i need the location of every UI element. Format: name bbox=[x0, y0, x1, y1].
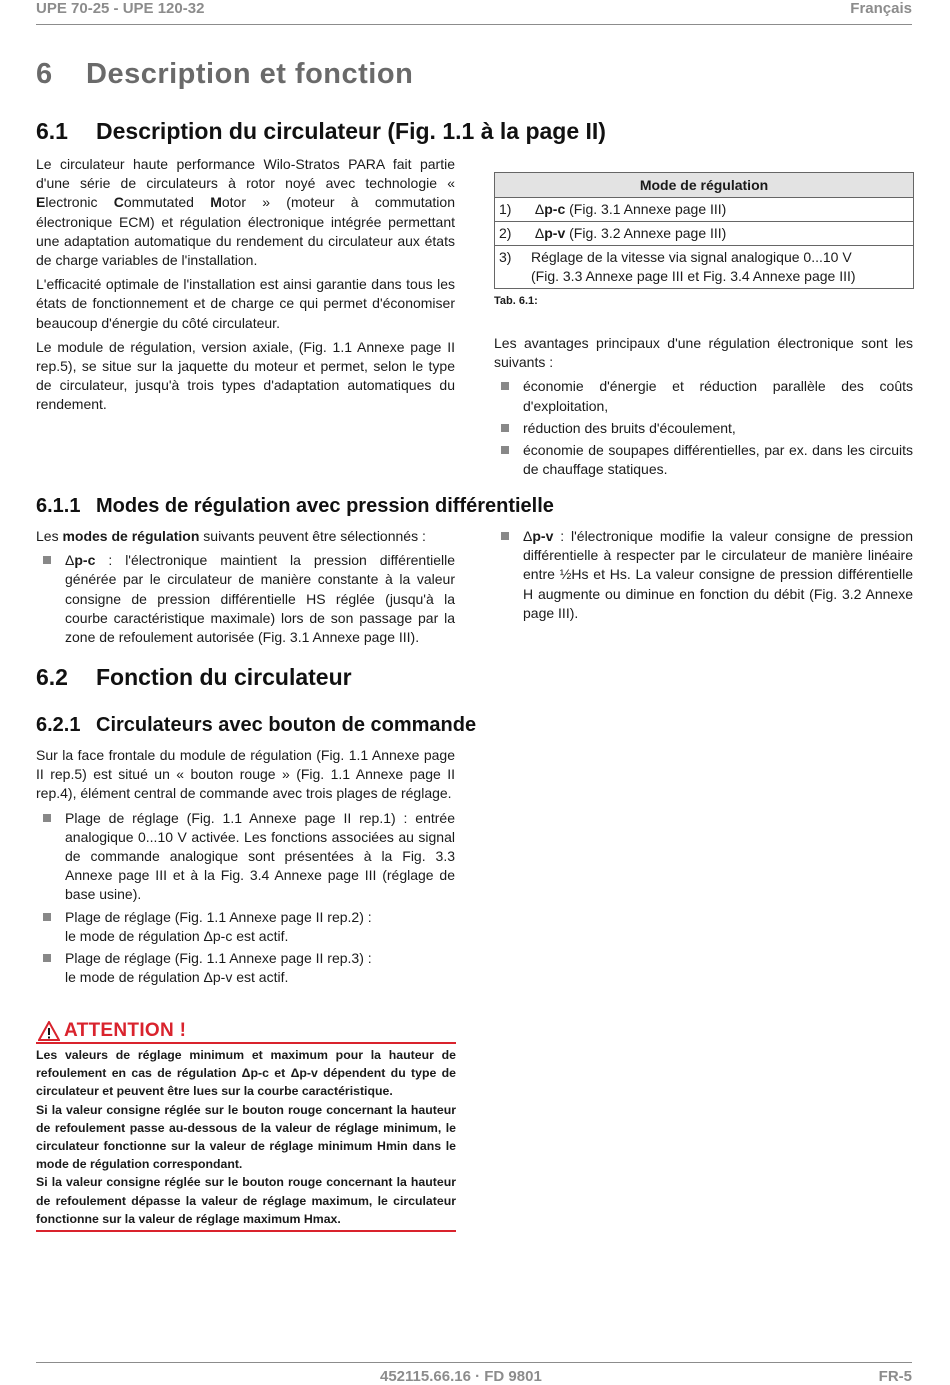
page-header bbox=[36, 0, 912, 22]
attention-title bbox=[36, 1020, 456, 1044]
modes-intro: Les modes de régulation suivants peuvent être sélectionnés : bbox=[36, 528, 426, 544]
section-6-1-heading bbox=[36, 118, 606, 145]
chapter-title bbox=[36, 58, 413, 91]
section-6-1-1-right bbox=[494, 527, 913, 626]
footer-page-number: FR-5 bbox=[878, 1368, 912, 1385]
footer-divider bbox=[36, 1362, 912, 1363]
list-item: économie d'énergie et réduction parallèle des coûts d'exploitation, bbox=[494, 377, 913, 415]
header-model: UPE 70-25 - UPE 120-32 bbox=[36, 0, 205, 17]
square-bullet-icon bbox=[43, 913, 51, 921]
square-bullet-icon bbox=[43, 954, 51, 962]
list-item: Plage de réglage (Fig. 1.1 Annexe page II rep.1) : entrée analogique 0...10 V activée. Les fonctions associées au signal de commande analogique sont présentées à la Fig. 3.3 Annexe page III et à la Fig. 3.4 Annexe page III (réglage de base usine). bbox=[36, 809, 455, 905]
control-mode-table bbox=[494, 172, 914, 289]
modes-list bbox=[36, 551, 455, 647]
list-item: Plage de réglage (Fig. 1.1 Annexe page II rep.2) : le mode de régulation Δp-c est actif. bbox=[36, 908, 455, 946]
chapter-number: 6 bbox=[36, 58, 53, 90]
section-6-2-1-heading bbox=[36, 714, 476, 737]
section-6-1-1-heading bbox=[36, 495, 554, 518]
paragraph-efficiency: L'efficacité optimale de l'installation est ainsi garantie dans tous les états de fonctionnement et de charge ce qui permet d'économiser beaucoup d'énergie du côté circulateur. bbox=[36, 276, 455, 331]
section-title: Circulateurs avec bouton de commande bbox=[96, 714, 477, 736]
table-header: Mode de régulation bbox=[495, 173, 914, 198]
section-title: Description du circulateur (Fig. 1.1 à la page II) bbox=[96, 118, 606, 144]
square-bullet-icon bbox=[501, 382, 509, 390]
attention-paragraph: Si la valeur consigne réglée sur le bouton rouge concernant la hauteur de refoulement passe au-dessous de la valeur de réglage minimum, le circulateur fonctionne sur la valeur de réglage minimum Hmin dans le mode de régulation correspondant. bbox=[36, 1102, 456, 1172]
ranges-list bbox=[36, 809, 455, 988]
table-row: 3) Réglage de la vitesse via signal analogique 0...10 V (Fig. 3.3 Annexe page III et Fig. 3.4 Annexe page III) bbox=[495, 246, 914, 289]
knob-intro: Sur la face frontale du module de régulation (Fig. 1.1 Annexe page II rep.5) est situé un « bouton rouge » (Fig. 1.1 Annexe page II rep.4), élément central de commande avec trois plages de réglage. bbox=[36, 747, 455, 802]
section-number: 6.1 bbox=[36, 118, 68, 144]
advantages-list bbox=[494, 377, 913, 479]
chapter-title-text: Description et fonction bbox=[86, 58, 414, 90]
attention-paragraph: Si la valeur consigne réglée sur le bouton rouge concernant la hauteur de refoulement dépasse la valeur de réglage maximum, le circulateur fonctionne sur la valeur de réglage maximum Hmax. bbox=[36, 1175, 456, 1226]
advantages-block bbox=[494, 334, 913, 482]
section-number: 6.2 bbox=[36, 664, 68, 690]
section-number: 6.2.1 bbox=[36, 714, 81, 736]
advantages-intro: Les avantages principaux d'une régulation électronique sont les suivants : bbox=[494, 335, 913, 371]
square-bullet-icon bbox=[43, 814, 51, 822]
warning-triangle-icon bbox=[38, 1021, 60, 1041]
section-6-1-1-left bbox=[36, 527, 455, 650]
table-row: 1) Δp-c (Fig. 3.1 Annexe page III) bbox=[495, 198, 914, 222]
section-title: Fonction du circulateur bbox=[96, 664, 352, 690]
section-number: 6.1.1 bbox=[36, 495, 81, 517]
header-language: Français bbox=[850, 0, 912, 17]
square-bullet-icon bbox=[501, 424, 509, 432]
section-6-1-body bbox=[36, 155, 455, 420]
list-item: réduction des bruits d'écoulement, bbox=[494, 419, 913, 438]
footer-document-number: 452115.66.16 · FD 9801 bbox=[380, 1368, 542, 1385]
list-item: Δp-c : l'électronique maintient la pression différentielle générée par le circulateur de manière constante à la valeur consigne de pression différentielle HS réglée (jusqu'à la courbe caractéristique maximale) lors de son passage par la zone de refoulement autorisée (Fig. 3.1 Annexe page III). bbox=[36, 551, 455, 647]
square-bullet-icon bbox=[501, 532, 509, 540]
square-bullet-icon bbox=[43, 556, 51, 564]
paragraph-module: Le module de régulation, version axiale, (Fig. 1.1 Annexe page II rep.5), se situe sur la jaquette du moteur et permet, selon le type de circulateur, jusqu'à trois types d'adaptation automatiques du rendement. bbox=[36, 338, 455, 413]
section-6-2-1-body bbox=[36, 746, 455, 990]
square-bullet-icon bbox=[501, 446, 509, 454]
section-title: Modes de régulation avec pression différentielle bbox=[96, 495, 554, 517]
paragraph-intro: Le circulateur haute performance Wilo-Stratos PARA fait partie d'une série de circulateurs à rotor noyé avec technologie « Electronic Commutated Motor » (moteur à commutation électronique ECM) et régulation électronique intégrée permettant une adaptation automatique du rendement du circulateur aux états de charge variables de l'installation. bbox=[36, 156, 455, 269]
attention-paragraph: Les valeurs de réglage minimum et maximum pour la hauteur de refoulement en cas de régulation Δp-c et Δp-v dépendent du type de circulateur et peuvent être lues sur la courbe caractéristique. bbox=[36, 1048, 456, 1099]
modes-list bbox=[494, 527, 913, 623]
list-item: économie de soupapes différentielles, par ex. dans les circuits de chauffage statiques. bbox=[494, 441, 913, 479]
attention-box bbox=[36, 1020, 456, 1232]
attention-label: ATTENTION ! bbox=[64, 1020, 187, 1041]
attention-text bbox=[36, 1044, 456, 1232]
header-divider bbox=[36, 24, 912, 25]
table-caption: Tab. 6.1: bbox=[494, 295, 538, 307]
table-row: 2) Δp-v (Fig. 3.2 Annexe page III) bbox=[495, 222, 914, 246]
section-6-2-heading bbox=[36, 664, 352, 691]
list-item: Δp-v : l'électronique modifie la valeur consigne de pression différentielle à respecter par le circulateur de manière linéaire entre ½Hs et Hs. La valeur consigne de pression différentielle H augmente ou diminue en fonction du débit (Fig. 3.2 Annexe page III). bbox=[494, 527, 913, 623]
list-item: Plage de réglage (Fig. 1.1 Annexe page II rep.3) : le mode de régulation Δp-v est actif. bbox=[36, 949, 455, 987]
